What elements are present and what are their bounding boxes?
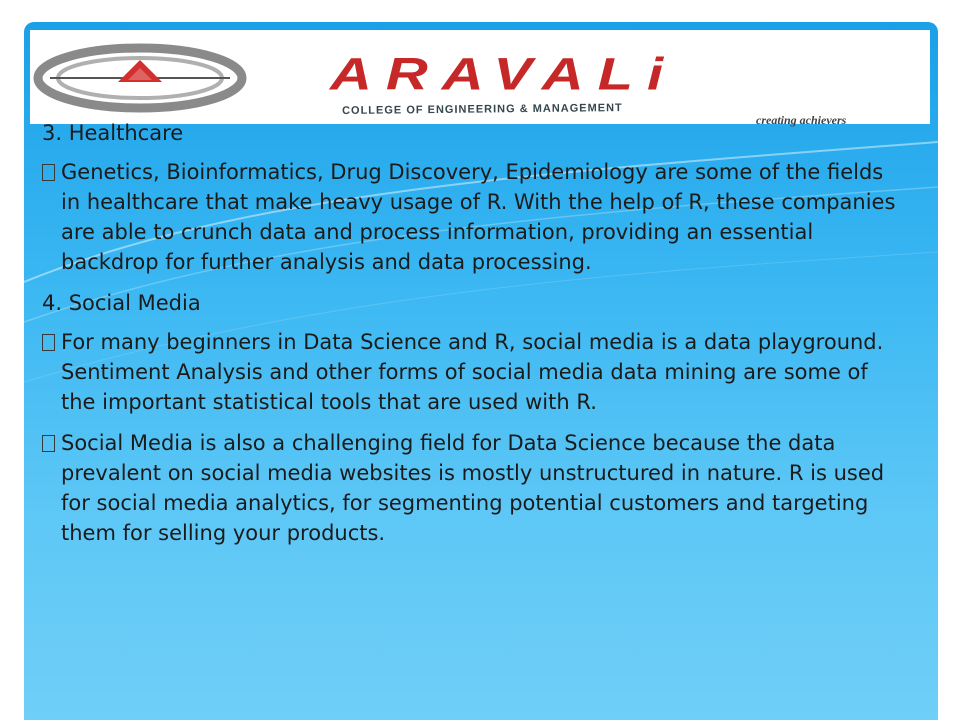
logo-tagline: creating achievers: [756, 113, 847, 127]
heading-healthcare: 3. Healthcare: [42, 121, 184, 145]
bullet-social-challenge: [42, 428, 902, 548]
bullet-healthcare-fields: [42, 157, 902, 277]
college-logo: [30, 30, 930, 127]
bullet-box-icon: [42, 334, 55, 351]
bullet-text: For many beginners in Data Science and R, social media is a data playground. Sentiment Analysis and other forms of social media data mining are some of the important statistical tools that are used with R.: [61, 330, 884, 414]
bullet-social-playground: [42, 327, 902, 417]
slide-content: [42, 118, 902, 559]
bullet-box-icon: [42, 164, 55, 181]
logo-wordmark: ARAVALi: [330, 48, 678, 100]
bullet-box-icon: [42, 435, 55, 452]
bullet-text: Genetics, Bioinformatics, Drug Discovery, Epidemiology are some of the fields in healthcare that make heavy usage of R. With the help of R, these companies are able to crunch data and process information, providing an essential backdrop for further analysis and data processing.: [61, 160, 896, 274]
bullet-text: Social Media is also a challenging field for Data Science because the data prevalent on social media websites is mostly unstructured in nature. R is used for social media analytics, for segmenting potential customers and targeting them for selling your products.: [61, 431, 885, 545]
heading-social-media: 4. Social Media: [42, 291, 201, 315]
logo-subtitle: COLLEGE OF ENGINEERING & MANAGEMENT: [342, 102, 623, 117]
